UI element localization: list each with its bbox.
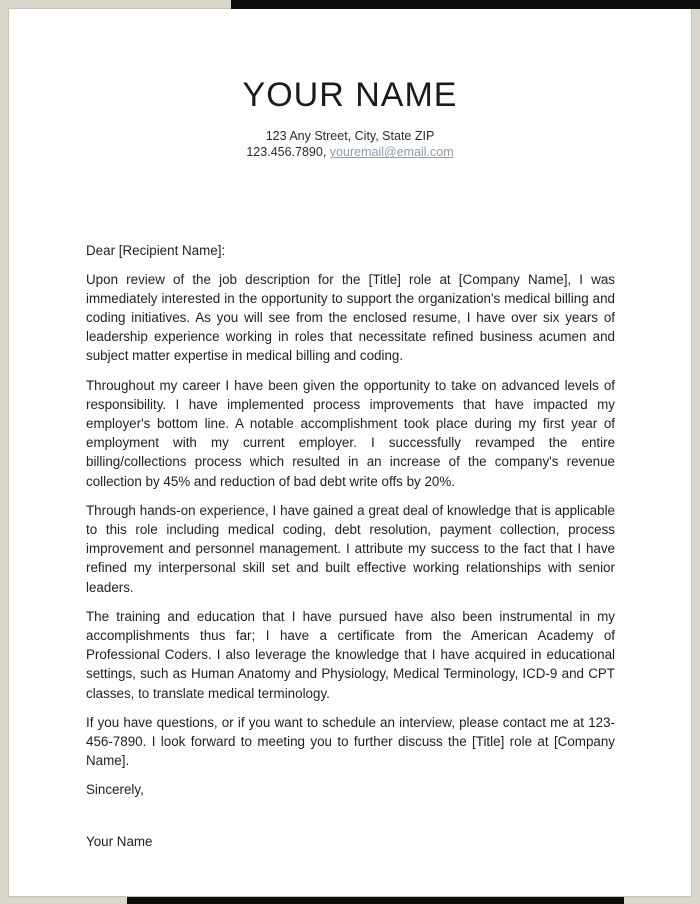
letter-body [86, 241, 615, 850]
letter-paragraph-5: If you have questions, or if you want to schedule an interview, please contact me at 123-456-7890. I look forward to meeting you to further discuss the [Title] role at [Company Name]. [86, 714, 615, 769]
signature-name: Your Name [86, 833, 153, 849]
letter-header [9, 9, 691, 160]
salutation: Dear [Recipient Name]: [86, 243, 226, 259]
letter-paragraph-1: Upon review of the job description for the [Title] role at [Company Name], I was immediately interested in the opportunity to support the organization's medical billing and coding initiatives. As you will see from the enclosed resume, I have over six years of leadership experience working in roles that necessitate refined business acumen and subject matter expertise in medical billing and coding. [86, 271, 615, 364]
phone-line [9, 144, 691, 160]
letter-paragraph-3: Through hands-on experience, I have gained a great deal of knowledge that is applicable to this role including medical coding, debt resolution, payment collection, process improvement and personnel management. I attribute my success to the fact that I have refined my interpersonal skill set and built effective working relationships with senior leaders. [86, 502, 615, 595]
phone-number: 123.456.7890, [246, 145, 327, 160]
letter-paragraph-2: Throughout my career I have been given the opportunity to take on advanced levels of responsibility. I have implemented process improvements that have impacted my employer's bottom line. A notable accomplishment took place during my first year of employment with my current employer. I successfully revamped the entire billing/collections process which resulted in an increase of the company's revenue collection by 45% and reduction of bad debt write offs by 20%. [86, 377, 615, 489]
letter-paragraph-4: The training and education that I have pursued have also been instrumental in my accomplishments thus far; I have a certificate from the American Academy of Professional Coders. I also leverage the knowledge that I have acquired in educational settings, such as Human Anatomy and Physiology, Medical Terminology, ICD-9 and CPT classes, to translate medical terminology. [86, 608, 615, 701]
letter-page [8, 8, 692, 897]
scan-artifact-bar-bottom [127, 897, 624, 904]
scan-artifact-bar-top [231, 0, 700, 9]
closing-line: Sincerely, [86, 782, 144, 798]
email-link[interactable]: youremail@email.com [329, 145, 454, 160]
contact-block [9, 128, 691, 160]
address-line: 123 Any Street, City, State ZIP [265, 129, 435, 144]
page-title: YOUR NAME [242, 76, 458, 114]
